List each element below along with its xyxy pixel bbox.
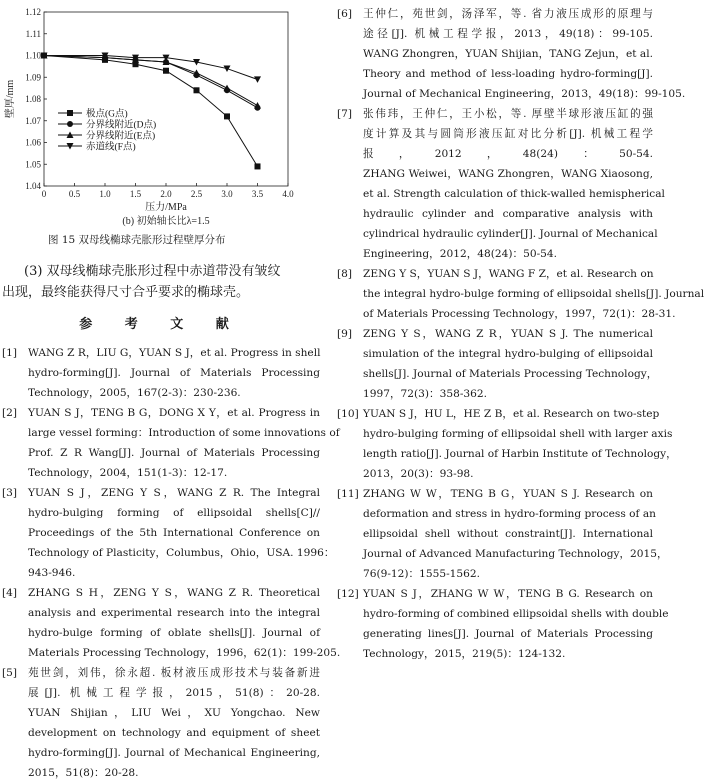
reference-entry <box>337 264 704 324</box>
chart-sublabel: (b) 初始轴长比λ=1.5 <box>122 216 210 227</box>
y-tick-label: 1.06 <box>25 137 41 148</box>
y-axis-label: 壁厚/mm <box>5 79 16 119</box>
reference-entry <box>337 404 677 484</box>
reference-line: ZHANG W W，TENG B G，YUAN S J. Research on <box>363 488 653 500</box>
reference-line: Engineering，2012，48(24)：50-54. <box>363 248 558 260</box>
reference-line: length ratio[J]. Journal of Harbin Institute of Technology， <box>363 448 677 460</box>
reference-line: YUAN Shijian，LIU Wei，XU Yongchao. New <box>28 707 320 719</box>
data-point <box>254 102 261 109</box>
references-list-left <box>2 343 341 783</box>
reference-entry <box>2 343 320 403</box>
x-tick-label: 0.5 <box>68 189 81 199</box>
reference-line: deformation and stress in hydro-forming process of an <box>363 508 656 520</box>
reference-line: of Materials Processing Technology，1997，72(1)：28-31. <box>363 308 676 320</box>
data-point <box>194 87 200 93</box>
reference-line: 943-946. <box>28 567 76 579</box>
reference-line: cylindrical hydraulic cylinder[J]. Journal of Mechanical <box>363 228 658 240</box>
reference-number: [10] <box>337 408 359 420</box>
reference-line: Technology，2015，219(5)：124-132. <box>363 648 566 660</box>
reference-entry <box>2 583 341 663</box>
reference-line: Prof. Z R Wang[J]. Journal of Materials Processing <box>28 447 320 459</box>
y-tick-label: 1.10 <box>25 50 41 61</box>
y-tick-label: 1.11 <box>25 28 41 39</box>
reference-number: [2] <box>2 407 18 419</box>
reference-line: simulation of the integral hydro-bulging of ellipsoidal <box>363 348 653 360</box>
reference-number: [8] <box>337 268 353 280</box>
reference-line: YUAN S J，ZHANG W W，TENG B G. Research on <box>363 588 653 600</box>
y-tick-label: 1.08 <box>25 94 41 104</box>
x-tick-label: 3.5 <box>251 189 264 199</box>
reference-number: [11] <box>337 488 359 500</box>
reference-line: Technology，2005，167(2-3)：230-236. <box>28 387 241 399</box>
x-tick-label: 3.0 <box>221 189 233 199</box>
reference-line: 2015，51(8)：20-28. <box>28 767 139 779</box>
x-axis-label: 压力/MPa <box>145 202 187 213</box>
wall-thickness-chart <box>0 0 322 250</box>
reference-line: Journal of Advanced Manufacturing Technology，2015， <box>363 548 668 560</box>
y-tick-label: 1.09 <box>25 72 41 83</box>
data-point <box>224 66 231 73</box>
reference-number: [7] <box>337 108 353 120</box>
legend-marker <box>67 110 73 116</box>
reference-line: analysis and experimental research into the integral <box>28 607 320 619</box>
conclusion-line-2: 出现，最终能获得尺寸合乎要求的椭球壳。 <box>2 285 250 300</box>
reference-line: hydro-bulging forming of ellipsoidal shells[C]// <box>28 507 320 519</box>
reference-line: ZHANG S H，ZENG Y S，WANG Z R. Theoretical <box>28 587 320 599</box>
reference-number: [12] <box>337 588 359 600</box>
reference-entry <box>337 4 686 104</box>
reference-line: 76(9-12)：1555-1562. <box>363 568 481 580</box>
reference-line: hydro-bulge forming of oblate shells[J]. Journal of <box>28 627 320 639</box>
legend-marker <box>67 121 73 127</box>
reference-line: 1997，72(3)：358-362. <box>363 388 488 400</box>
reference-line: 度计算及其与圆筒形液压缸对比分析[J]. 机械工程学 <box>363 128 653 140</box>
reference-entry <box>2 483 335 583</box>
reference-number: [3] <box>2 487 18 499</box>
data-point <box>224 113 230 119</box>
legend-entry: 分界线附近(D点) <box>86 120 157 131</box>
reference-line: 报，2012，48(24)：50-54. <box>363 148 653 160</box>
reference-line: large vessel forming：Introduction of some innovations of <box>28 427 340 439</box>
reference-line: Materials Processing Technology，1996，62(1)：199-205. <box>28 647 341 659</box>
reference-line: 展[J]. 机械工程学报，2015，51(8)：20-28. <box>28 687 320 699</box>
x-tick-label: 0 <box>41 189 47 199</box>
reference-line: 王仲仁，苑世剑，汤泽军，等. 省力液压成形的原理与 <box>363 8 653 20</box>
reference-entry <box>337 584 669 664</box>
reference-line: WANG Zhongren，YUAN Shijian，TANG Zejun，et al. <box>363 48 653 60</box>
x-tick-label: 4.0 <box>282 189 294 199</box>
reference-line: 张伟玮，王仲仁，王小松，等. 厚壁半球形液压缸的强 <box>363 108 653 120</box>
data-point <box>254 76 261 83</box>
series-line <box>44 56 258 106</box>
x-tick-label: 2.0 <box>160 189 172 199</box>
reference-line: hydraulic cylinder and comparative analysis with <box>363 208 653 220</box>
reference-entry <box>337 484 668 584</box>
y-tick-label: 1.04 <box>25 181 41 191</box>
plot-frame <box>44 12 288 186</box>
reference-line: WANG Z R，LIU G，YUAN S J，et al. Progress in shell <box>28 347 321 359</box>
data-point <box>193 69 200 76</box>
reference-line: YUAN S J，HU L，HE Z B，et al. Research on two-step <box>363 408 660 420</box>
y-tick-label: 1.12 <box>25 7 41 17</box>
reference-line: YUAN S J，TENG B G，DONG X Y，et al. Progress in <box>28 407 320 419</box>
reference-entry <box>337 324 658 404</box>
reference-number: [5] <box>2 667 18 679</box>
data-point <box>224 85 231 92</box>
reference-line: generating lines[J]. Journal of Materials Processing <box>363 628 653 640</box>
reference-line: hydro-bulging forming of ellipsoidal shell with larger axis <box>363 428 673 440</box>
y-tick-label: 1.05 <box>25 159 41 170</box>
reference-line: development on technology and equipment of sheet <box>28 727 320 739</box>
reference-number: [4] <box>2 587 18 599</box>
x-tick-label: 1.5 <box>129 189 142 199</box>
reference-entry <box>2 663 320 783</box>
reference-line: 苑世剑，刘伟，徐永超. 板材液压成形技术与装备新进 <box>28 667 320 679</box>
reference-line: hydro-forming[J]. Journal of Materials Processing <box>28 367 320 379</box>
reference-line: 途径[J]. 机械工程学报，2013，49(18)：99-105. <box>363 28 653 40</box>
series-line <box>44 56 258 167</box>
legend-entry: 分界线附近(E点) <box>86 131 156 142</box>
legend-entry: 赤道线(F点) <box>86 142 136 153</box>
conclusion-line-1: (3) 双母线椭球壳胀形过程中赤道带没有皱纹 <box>24 264 281 279</box>
series-line <box>44 56 258 108</box>
reference-number: [6] <box>337 8 353 20</box>
reference-number: [9] <box>337 328 353 340</box>
reference-line: et al. Strength calculation of thick-walled hemispherical <box>363 188 665 200</box>
reference-line: Journal of Mechanical Engineering，2013，49(18)：99-105. <box>363 88 686 100</box>
reference-line: shells[J]. Journal of Materials Processing Technology， <box>363 368 658 380</box>
data-point <box>255 163 261 169</box>
reference-line: ellipsoidal shell without constraint[J]. International <box>363 528 653 540</box>
reference-line: the integral hydro-bulge forming of ellipsoidal shells[J]. Journal <box>363 288 704 300</box>
reference-line: 2013，20(3)：93-98. <box>363 468 474 480</box>
reference-line: Theory and method of less-loading hydro-forming[J]. <box>363 68 653 80</box>
x-tick-label: 2.5 <box>190 189 203 199</box>
reference-line: Proceedings of the 5th International Conference on <box>28 527 320 539</box>
figure-caption: 图 15 双母线椭球壳胀形过程壁厚分布 <box>48 234 226 246</box>
references-list-right <box>337 4 704 664</box>
data-point <box>163 68 169 74</box>
reference-line: Technology of Plasticity，Columbus，Ohio，USA. 1996： <box>28 547 335 559</box>
reference-line: ZENG Y S，WANG Z R，YUAN S J. The numerical <box>363 328 653 340</box>
reference-line: YUAN S J，ZENG Y S，WANG Z R. The Integral <box>28 487 320 499</box>
reference-line: Technology，2004，151(1-3)：12-17. <box>28 467 228 479</box>
x-tick-label: 1.0 <box>99 189 111 199</box>
reference-line: ZENG Y S，YUAN S J，WANG F Z，et al. Research on <box>363 268 654 280</box>
reference-number: [1] <box>2 347 18 359</box>
y-tick-label: 1.07 <box>25 115 41 126</box>
reference-line: ZHANG Weiwei，WANG Zhongren，WANG Xiaosong, <box>363 168 653 180</box>
reference-line: hydro-forming[J]. Journal of Mechanical Engineering, <box>28 747 320 759</box>
reference-entry <box>337 104 665 264</box>
reference-entry <box>2 403 340 483</box>
conclusion-paragraph <box>2 261 320 303</box>
reference-line: hydro-forming of combined ellipsoidal shells with double <box>363 608 669 620</box>
legend-entry: 极点(G点) <box>86 109 128 120</box>
references-heading: 参 考 文 献 <box>79 317 243 332</box>
